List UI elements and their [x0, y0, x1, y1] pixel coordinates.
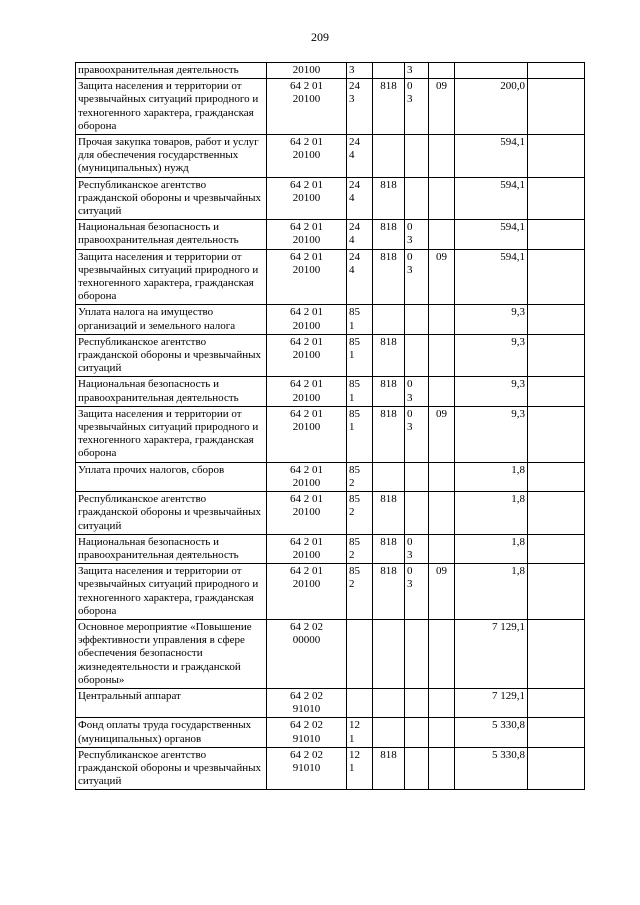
cell-amount: 9,3: [455, 334, 528, 377]
cell-extra: [528, 305, 585, 334]
cell-admin-code: [373, 462, 405, 491]
cell-section: 0 3: [405, 79, 429, 135]
cell-admin-code: 818: [373, 220, 405, 249]
table-row: [76, 619, 585, 688]
cell-extra: [528, 377, 585, 406]
cell-extra: [528, 220, 585, 249]
cell-section: [405, 619, 429, 688]
page-number: 209: [311, 30, 329, 44]
cell-admin-code: [373, 688, 405, 717]
cell-section: [405, 177, 429, 220]
cell-target-article: 64 2 02 91010: [267, 747, 347, 790]
cell-amount: 594,1: [455, 249, 528, 305]
cell-admin-code: 818: [373, 564, 405, 620]
cell-extra: [528, 63, 585, 79]
cell-extra: [528, 718, 585, 747]
cell-extra: [528, 249, 585, 305]
cell-target-article: 64 2 02 91010: [267, 688, 347, 717]
table-row: [76, 305, 585, 334]
cell-amount: 9,3: [455, 406, 528, 462]
cell-name: Защита населения и территории от чрезвычайных ситуаций природного и техногенного характера, гражданская оборона: [76, 79, 267, 135]
cell-target-article: 64 2 01 20100: [267, 177, 347, 220]
table-row: [76, 492, 585, 535]
cell-name: Республиканское агентство гражданской обороны и чрезвычайных ситуаций: [76, 492, 267, 535]
cell-expense-type: [347, 619, 373, 688]
cell-name: Фонд оплаты труда государственных (муниципальных) органов: [76, 718, 267, 747]
table-row: [76, 564, 585, 620]
cell-expense-type: 24 4: [347, 135, 373, 178]
cell-expense-type: [347, 688, 373, 717]
cell-section: [405, 492, 429, 535]
cell-expense-type: 85 1: [347, 377, 373, 406]
cell-target-article: 64 2 01 20100: [267, 492, 347, 535]
cell-amount: [455, 63, 528, 79]
cell-amount: 7 129,1: [455, 619, 528, 688]
cell-subsection: [429, 718, 455, 747]
table-row: [76, 334, 585, 377]
cell-target-article: 64 2 02 00000: [267, 619, 347, 688]
cell-name: Прочая закупка товаров, работ и услуг для обеспечения государственных (муниципальных) нужд: [76, 135, 267, 178]
table-row: [76, 63, 585, 79]
cell-expense-type: 24 3: [347, 79, 373, 135]
cell-admin-code: [373, 718, 405, 747]
cell-extra: [528, 747, 585, 790]
cell-name: Уплата прочих налогов, сборов: [76, 462, 267, 491]
cell-name: Центральный аппарат: [76, 688, 267, 717]
cell-extra: [528, 177, 585, 220]
cell-name: Республиканское агентство гражданской обороны и чрезвычайных ситуаций: [76, 747, 267, 790]
table-row: [76, 177, 585, 220]
table-row: [76, 220, 585, 249]
cell-expense-type: 85 2: [347, 564, 373, 620]
table-row: [76, 79, 585, 135]
cell-name: Национальная безопасность и правоохранительная деятельность: [76, 377, 267, 406]
cell-expense-type: 12 1: [347, 747, 373, 790]
cell-subsection: [429, 534, 455, 563]
cell-extra: [528, 406, 585, 462]
cell-admin-code: [373, 305, 405, 334]
cell-subsection: [429, 688, 455, 717]
cell-subsection: [429, 63, 455, 79]
cell-section: 0 3: [405, 249, 429, 305]
cell-amount: 1,8: [455, 534, 528, 563]
cell-admin-code: 818: [373, 334, 405, 377]
cell-target-article: 20100: [267, 63, 347, 79]
cell-name: правоохранительная деятельность: [76, 63, 267, 79]
cell-section: 0 3: [405, 377, 429, 406]
cell-subsection: 09: [429, 406, 455, 462]
cell-target-article: 64 2 01 20100: [267, 220, 347, 249]
cell-expense-type: 24 4: [347, 220, 373, 249]
cell-name: Национальная безопасность и правоохранительная деятельность: [76, 534, 267, 563]
cell-admin-code: 818: [373, 377, 405, 406]
cell-subsection: 09: [429, 79, 455, 135]
cell-expense-type: 12 1: [347, 718, 373, 747]
cell-expense-type: 85 2: [347, 492, 373, 535]
cell-amount: 200,0: [455, 79, 528, 135]
cell-subsection: [429, 462, 455, 491]
cell-admin-code: 818: [373, 79, 405, 135]
table-row: [76, 249, 585, 305]
cell-amount: 9,3: [455, 305, 528, 334]
cell-section: [405, 305, 429, 334]
cell-extra: [528, 619, 585, 688]
cell-section: [405, 688, 429, 717]
cell-name: Республиканское агентство гражданской обороны и чрезвычайных ситуаций: [76, 334, 267, 377]
cell-extra: [528, 79, 585, 135]
table-row: [76, 718, 585, 747]
cell-section: 0 3: [405, 406, 429, 462]
cell-extra: [528, 492, 585, 535]
cell-name: Национальная безопасность и правоохранительная деятельность: [76, 220, 267, 249]
cell-admin-code: 818: [373, 249, 405, 305]
cell-extra: [528, 334, 585, 377]
cell-name: Защита населения и территории от чрезвычайных ситуаций природного и техногенного характера, гражданская оборона: [76, 406, 267, 462]
cell-extra: [528, 462, 585, 491]
cell-name: Уплата налога на имущество организаций и земельного налога: [76, 305, 267, 334]
cell-target-article: 64 2 01 20100: [267, 249, 347, 305]
cell-amount: 1,8: [455, 462, 528, 491]
cell-subsection: [429, 177, 455, 220]
table-row: [76, 747, 585, 790]
table-row: [76, 688, 585, 717]
cell-target-article: 64 2 01 20100: [267, 534, 347, 563]
table-row: [76, 462, 585, 491]
cell-admin-code: 818: [373, 747, 405, 790]
budget-table: [75, 62, 585, 790]
cell-subsection: [429, 377, 455, 406]
cell-target-article: 64 2 01 20100: [267, 462, 347, 491]
cell-section: [405, 135, 429, 178]
cell-subsection: 09: [429, 249, 455, 305]
cell-target-article: 64 2 01 20100: [267, 305, 347, 334]
cell-name: Республиканское агентство гражданской обороны и чрезвычайных ситуаций: [76, 177, 267, 220]
cell-target-article: 64 2 02 91010: [267, 718, 347, 747]
table-row: [76, 406, 585, 462]
cell-subsection: [429, 492, 455, 535]
cell-amount: 594,1: [455, 135, 528, 178]
cell-amount: 1,8: [455, 564, 528, 620]
cell-extra: [528, 564, 585, 620]
cell-name: Защита населения и территории от чрезвычайных ситуаций природного и техногенного характера, гражданская оборона: [76, 564, 267, 620]
cell-subsection: [429, 135, 455, 178]
cell-section: [405, 334, 429, 377]
cell-expense-type: 3: [347, 63, 373, 79]
cell-amount: 594,1: [455, 220, 528, 249]
cell-expense-type: 85 2: [347, 534, 373, 563]
cell-target-article: 64 2 01 20100: [267, 406, 347, 462]
cell-expense-type: 85 1: [347, 305, 373, 334]
cell-expense-type: 24 4: [347, 177, 373, 220]
cell-section: [405, 462, 429, 491]
cell-amount: 9,3: [455, 377, 528, 406]
cell-target-article: 64 2 01 20100: [267, 135, 347, 178]
cell-amount: 7 129,1: [455, 688, 528, 717]
cell-name: Защита населения и территории от чрезвычайных ситуаций природного и техногенного характера, гражданская оборона: [76, 249, 267, 305]
cell-admin-code: [373, 63, 405, 79]
cell-target-article: 64 2 01 20100: [267, 564, 347, 620]
cell-admin-code: 818: [373, 406, 405, 462]
cell-section: 0 3: [405, 564, 429, 620]
cell-name: Основное мероприятие «Повышение эффективности управления в сфере обеспечения безопасности жизнедеятельности и гражданской обороны»: [76, 619, 267, 688]
cell-admin-code: 818: [373, 177, 405, 220]
cell-amount: 594,1: [455, 177, 528, 220]
table-row: [76, 534, 585, 563]
cell-expense-type: 24 4: [347, 249, 373, 305]
cell-admin-code: 818: [373, 492, 405, 535]
cell-amount: 5 330,8: [455, 718, 528, 747]
cell-target-article: 64 2 01 20100: [267, 334, 347, 377]
cell-amount: 5 330,8: [455, 747, 528, 790]
cell-section: [405, 747, 429, 790]
cell-subsection: [429, 747, 455, 790]
cell-subsection: [429, 334, 455, 377]
cell-expense-type: 85 1: [347, 406, 373, 462]
cell-section: 0 3: [405, 220, 429, 249]
table-body: [76, 63, 585, 790]
cell-extra: [528, 534, 585, 563]
cell-subsection: 09: [429, 564, 455, 620]
cell-admin-code: [373, 135, 405, 178]
cell-extra: [528, 688, 585, 717]
table-row: [76, 377, 585, 406]
cell-admin-code: 818: [373, 534, 405, 563]
cell-extra: [528, 135, 585, 178]
cell-admin-code: [373, 619, 405, 688]
cell-expense-type: 85 1: [347, 334, 373, 377]
cell-target-article: 64 2 01 20100: [267, 377, 347, 406]
table-row: [76, 135, 585, 178]
cell-subsection: [429, 220, 455, 249]
cell-section: [405, 718, 429, 747]
cell-amount: 1,8: [455, 492, 528, 535]
cell-target-article: 64 2 01 20100: [267, 79, 347, 135]
cell-section: 3: [405, 63, 429, 79]
cell-subsection: [429, 619, 455, 688]
cell-subsection: [429, 305, 455, 334]
cell-section: 0 3: [405, 534, 429, 563]
cell-expense-type: 85 2: [347, 462, 373, 491]
